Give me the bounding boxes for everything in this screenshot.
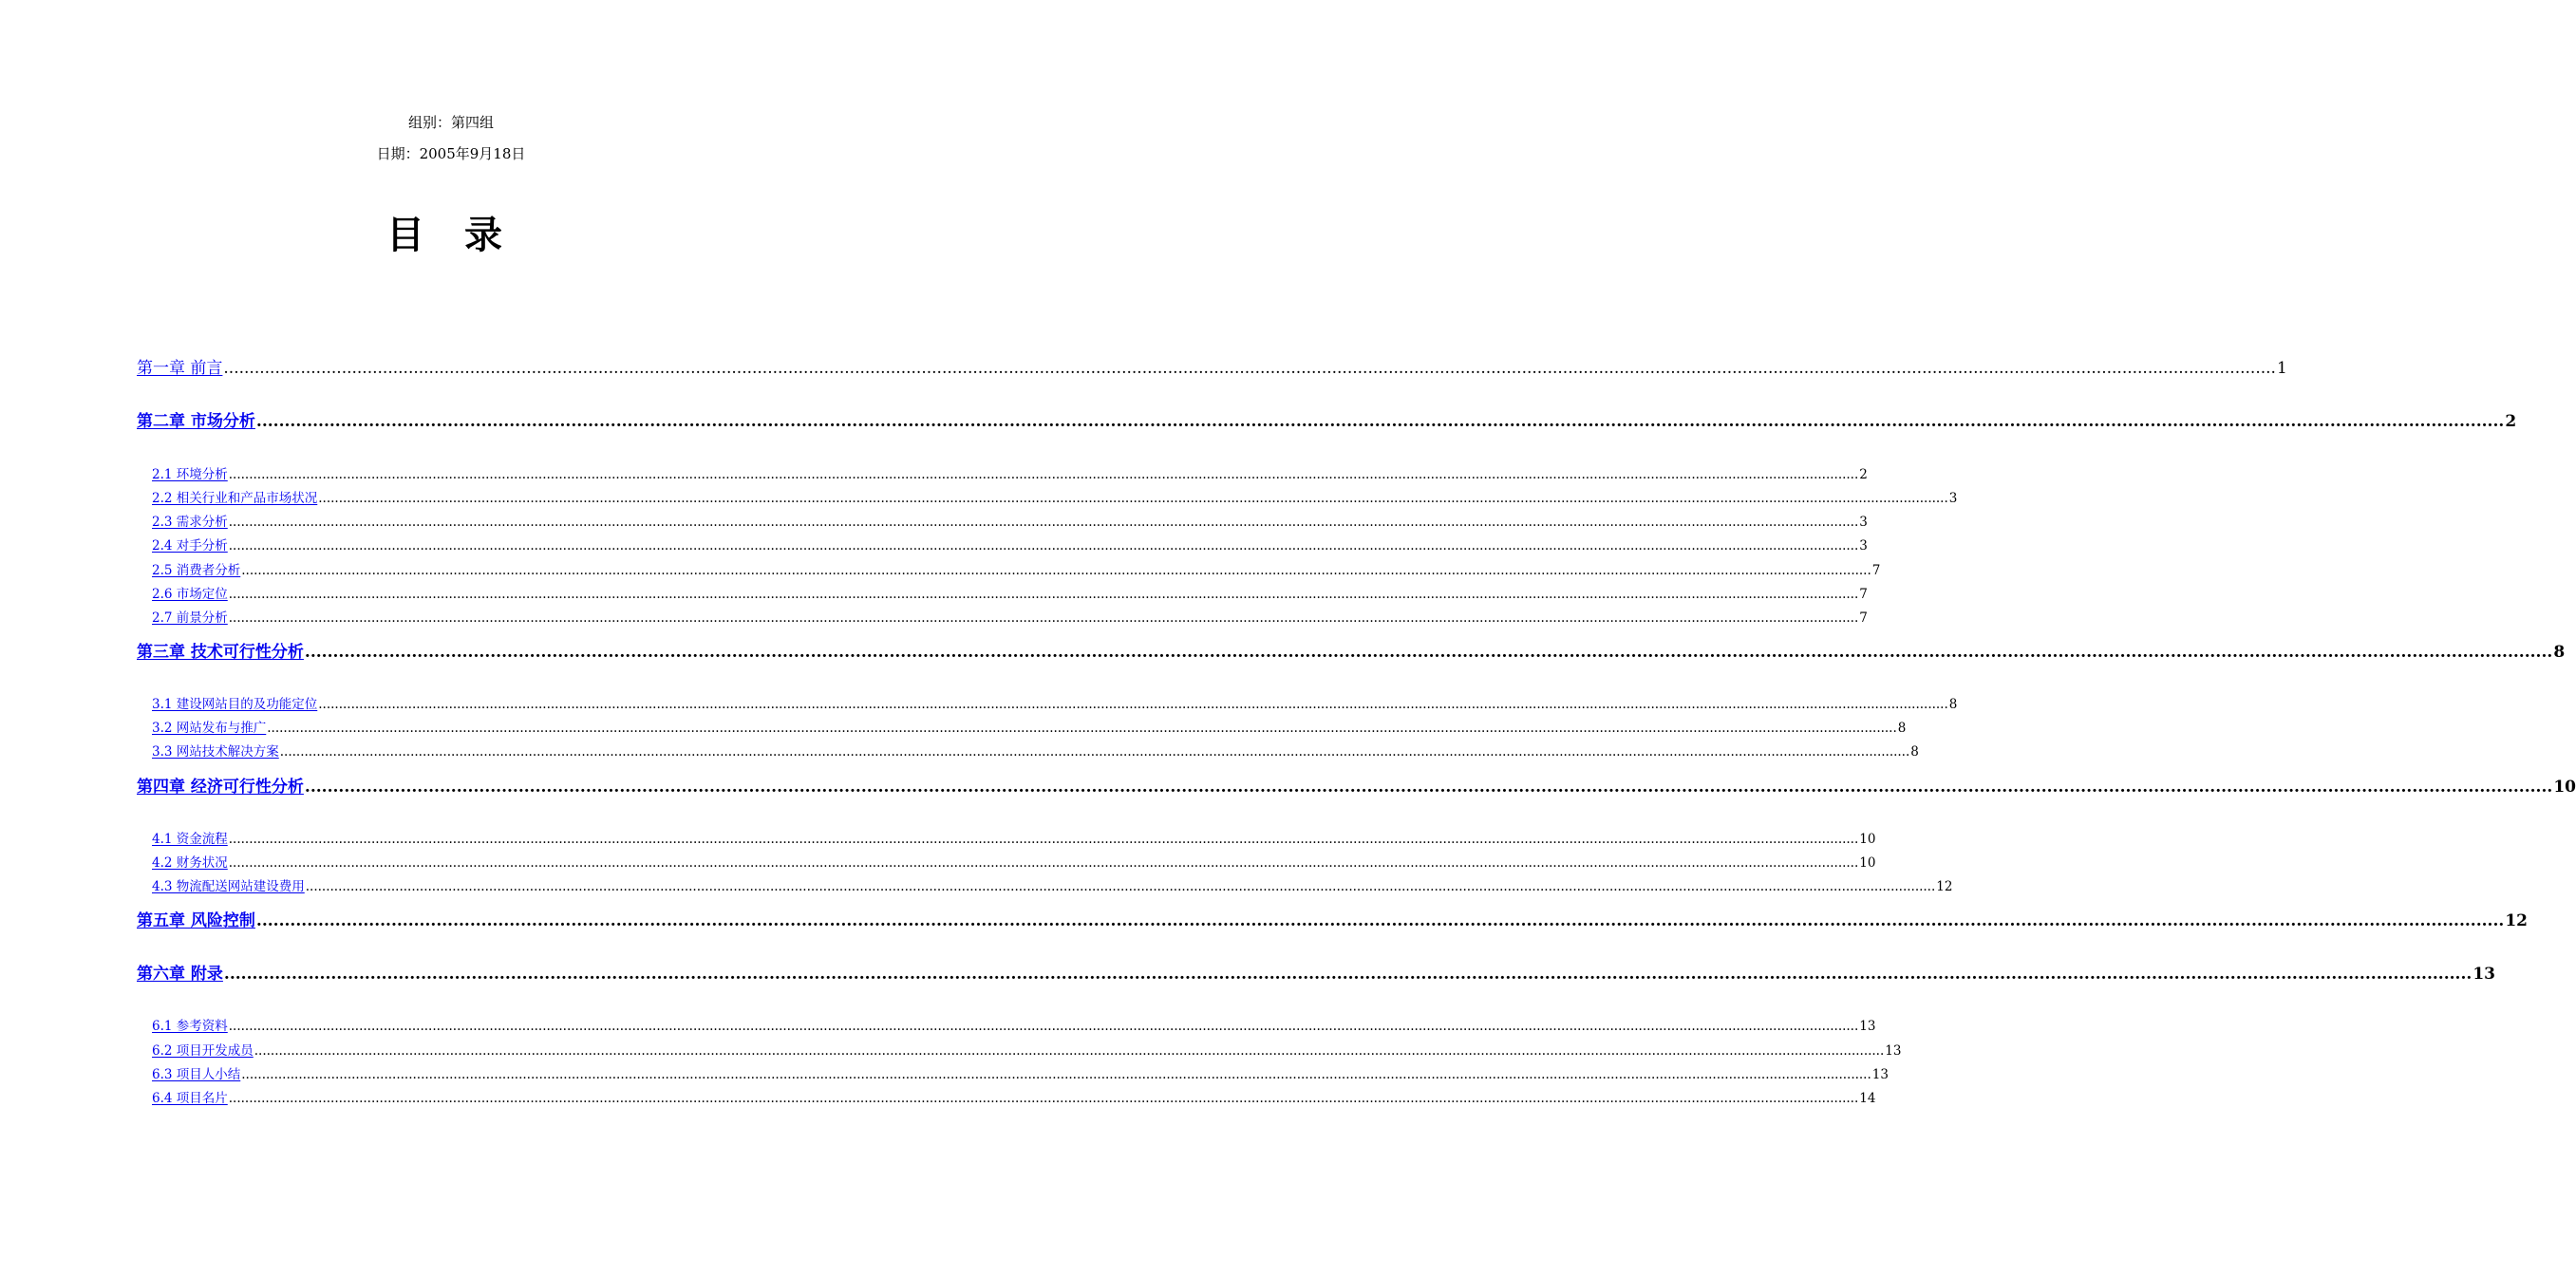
toc-page-number: 7 (1859, 587, 1868, 602)
toc-entry-link[interactable]: 第三章 技术可行性分析 (137, 643, 304, 662)
toc-dot-leader: ................................................................................................................................................................................................................................................................................................................................................................................................................ (318, 491, 1948, 506)
toc-entry-link[interactable]: 6.2 项目开发成员 (152, 1043, 254, 1059)
toc-dot-leader: ................................................................................................................................................................................................................................................................................................................................................................................................................ (228, 832, 1859, 847)
toc-section-entry[interactable] (152, 742, 1919, 761)
toc-page-number: 3 (1859, 515, 1868, 530)
toc-entry-link[interactable]: 2.3 需求分析 (152, 515, 228, 530)
toc-section-entry[interactable] (152, 489, 1958, 508)
toc-page-number: 1 (2276, 359, 2287, 378)
toc-page-number: 7 (1871, 563, 1881, 578)
group-line: 组别：第四组 (407, 114, 494, 131)
toc-entry-link[interactable]: 2.7 前景分析 (152, 610, 228, 626)
toc-section-entry[interactable] (152, 1089, 1876, 1108)
toc-section-entry[interactable] (152, 465, 1868, 484)
toc-page-number: 8 (1948, 697, 1958, 712)
toc-dot-leader: ................................................................................................................................................................................................................................................................................................................................................................................................................ (228, 610, 1859, 626)
toc-entry-link[interactable]: 2.2 相关行业和产品市场状况 (152, 491, 318, 506)
toc-entry-link[interactable]: 2.4 对手分析 (152, 538, 228, 554)
toc-entry-link[interactable]: 3.2 网站发布与推广 (152, 721, 267, 736)
toc-dot-leader: ................................................................................................................................................................................................................................................................................................................................................................................................................ (255, 911, 2505, 930)
toc-entry-link[interactable]: 2.6 市场定位 (152, 587, 228, 602)
toc-section-entry[interactable] (152, 854, 1876, 873)
toc-dot-leader: ................................................................................................................................................................................................................................................................................................................................................................................................................ (228, 1019, 1859, 1034)
toc-page-number: 13 (1859, 1019, 1876, 1034)
toc-page-number: 2 (2505, 412, 2517, 431)
toc-chapter-entry[interactable] (137, 641, 2566, 664)
toc-dot-leader: ................................................................................................................................................................................................................................................................................................................................................................................................................ (228, 538, 1859, 554)
toc-section-entry[interactable] (152, 1017, 1876, 1036)
toc-dot-leader: ................................................................................................................................................................................................................................................................................................................................................................................................................ (318, 697, 1948, 712)
toc-entry-link[interactable]: 3.1 建设网站目的及功能定位 (152, 697, 318, 712)
toc-section-entry[interactable] (152, 513, 1868, 532)
toc-dot-leader: ................................................................................................................................................................................................................................................................................................................................................................................................................ (228, 515, 1859, 530)
toc-section-entry[interactable] (152, 1041, 1902, 1060)
toc-dot-leader: ................................................................................................................................................................................................................................................................................................................................................................................................................ (228, 855, 1859, 871)
toc-page-number: 12 (1936, 879, 1953, 894)
toc-section-entry[interactable] (152, 695, 1958, 714)
toc-dot-leader: ................................................................................................................................................................................................................................................................................................................................................................................................................ (223, 359, 2276, 378)
toc-entry-link[interactable]: 4.3 物流配送网站建设费用 (152, 879, 305, 894)
toc-section-entry[interactable] (152, 609, 1868, 628)
toc-page-number: 2 (1859, 467, 1868, 482)
toc-dot-leader: ................................................................................................................................................................................................................................................................................................................................................................................................................ (228, 467, 1859, 482)
toc-entry-link[interactable]: 第五章 风险控制 (137, 911, 255, 930)
toc-dot-leader: ................................................................................................................................................................................................................................................................................................................................................................................................................ (304, 643, 2553, 662)
toc-entry-link[interactable]: 2.5 消费者分析 (152, 563, 241, 578)
toc-page-number: 13 (1885, 1043, 1902, 1059)
toc-page-number: 10 (1859, 832, 1876, 847)
toc-section-entry[interactable] (152, 536, 1868, 555)
toc-page-number: 8 (2553, 643, 2566, 662)
toc-entry-link[interactable]: 第二章 市场分析 (137, 412, 255, 431)
toc-page-number: 10 (2553, 778, 2576, 797)
toc-page-number: 3 (1948, 491, 1958, 506)
toc-section-entry[interactable] (152, 719, 1907, 738)
toc-dot-leader: ................................................................................................................................................................................................................................................................................................................................................................................................................ (267, 721, 1897, 736)
toc-section-entry[interactable] (152, 877, 1953, 896)
toc-chapter-entry[interactable] (137, 776, 2576, 798)
toc-chapter-entry[interactable] (137, 910, 2528, 932)
toc-entry-link[interactable]: 4.1 资金流程 (152, 832, 228, 847)
toc-title: 目 录 (386, 214, 516, 257)
toc-section-entry[interactable] (152, 1065, 1889, 1084)
toc-section-entry[interactable] (152, 561, 1881, 580)
toc-page-number: 3 (1859, 538, 1868, 554)
toc-section-entry[interactable] (152, 585, 1868, 604)
toc-dot-leader: ................................................................................................................................................................................................................................................................................................................................................................................................................ (241, 563, 1871, 578)
toc-dot-leader: ................................................................................................................................................................................................................................................................................................................................................................................................................ (304, 778, 2553, 797)
toc-dot-leader: ................................................................................................................................................................................................................................................................................................................................................................................................................ (279, 744, 1910, 760)
toc-entry-link[interactable]: 3.3 网站技术解决方案 (152, 744, 279, 760)
toc-dot-leader: ................................................................................................................................................................................................................................................................................................................................................................................................................ (241, 1067, 1871, 1082)
toc-page-number: 8 (1910, 744, 1919, 760)
toc-chapter-entry[interactable] (137, 963, 2495, 985)
toc-page-number: 13 (1871, 1067, 1889, 1082)
toc-page-number: 7 (1859, 610, 1868, 626)
toc-page-number: 13 (2473, 965, 2495, 984)
toc-dot-leader: ................................................................................................................................................................................................................................................................................................................................................................................................................ (228, 587, 1859, 602)
toc-entry-link[interactable]: 6.3 项目人小结 (152, 1067, 241, 1082)
toc-page-number: 8 (1897, 721, 1907, 736)
date-line: 日期：2005年9月18日 (376, 145, 526, 162)
toc-dot-leader: ................................................................................................................................................................................................................................................................................................................................................................................................................ (254, 1043, 1885, 1059)
toc-entry-link[interactable]: 6.4 项目名片 (152, 1091, 228, 1106)
toc-dot-leader: ................................................................................................................................................................................................................................................................................................................................................................................................................ (223, 965, 2473, 984)
toc-page-number: 14 (1859, 1091, 1876, 1106)
toc-entry-link[interactable]: 第一章 前言 (137, 359, 223, 378)
toc-entry-link[interactable]: 2.1 环境分析 (152, 467, 228, 482)
toc-entry-link[interactable]: 6.1 参考资料 (152, 1019, 228, 1034)
toc-dot-leader: ................................................................................................................................................................................................................................................................................................................................................................................................................ (305, 879, 1936, 894)
toc-section-entry[interactable] (152, 830, 1876, 849)
toc-entry-link[interactable]: 4.2 财务状况 (152, 855, 228, 871)
toc-entry-link[interactable]: 第四章 经济可行性分析 (137, 778, 304, 797)
toc-chapter-entry[interactable] (137, 410, 2517, 433)
toc-dot-leader: ................................................................................................................................................................................................................................................................................................................................................................................................................ (255, 412, 2505, 431)
toc-entry-link[interactable]: 第六章 附录 (137, 965, 223, 984)
toc-dot-leader: ................................................................................................................................................................................................................................................................................................................................................................................................................ (228, 1091, 1859, 1106)
toc-chapter-entry[interactable] (137, 357, 2287, 380)
toc-page-number: 12 (2505, 911, 2528, 930)
toc-page-number: 10 (1859, 855, 1876, 871)
